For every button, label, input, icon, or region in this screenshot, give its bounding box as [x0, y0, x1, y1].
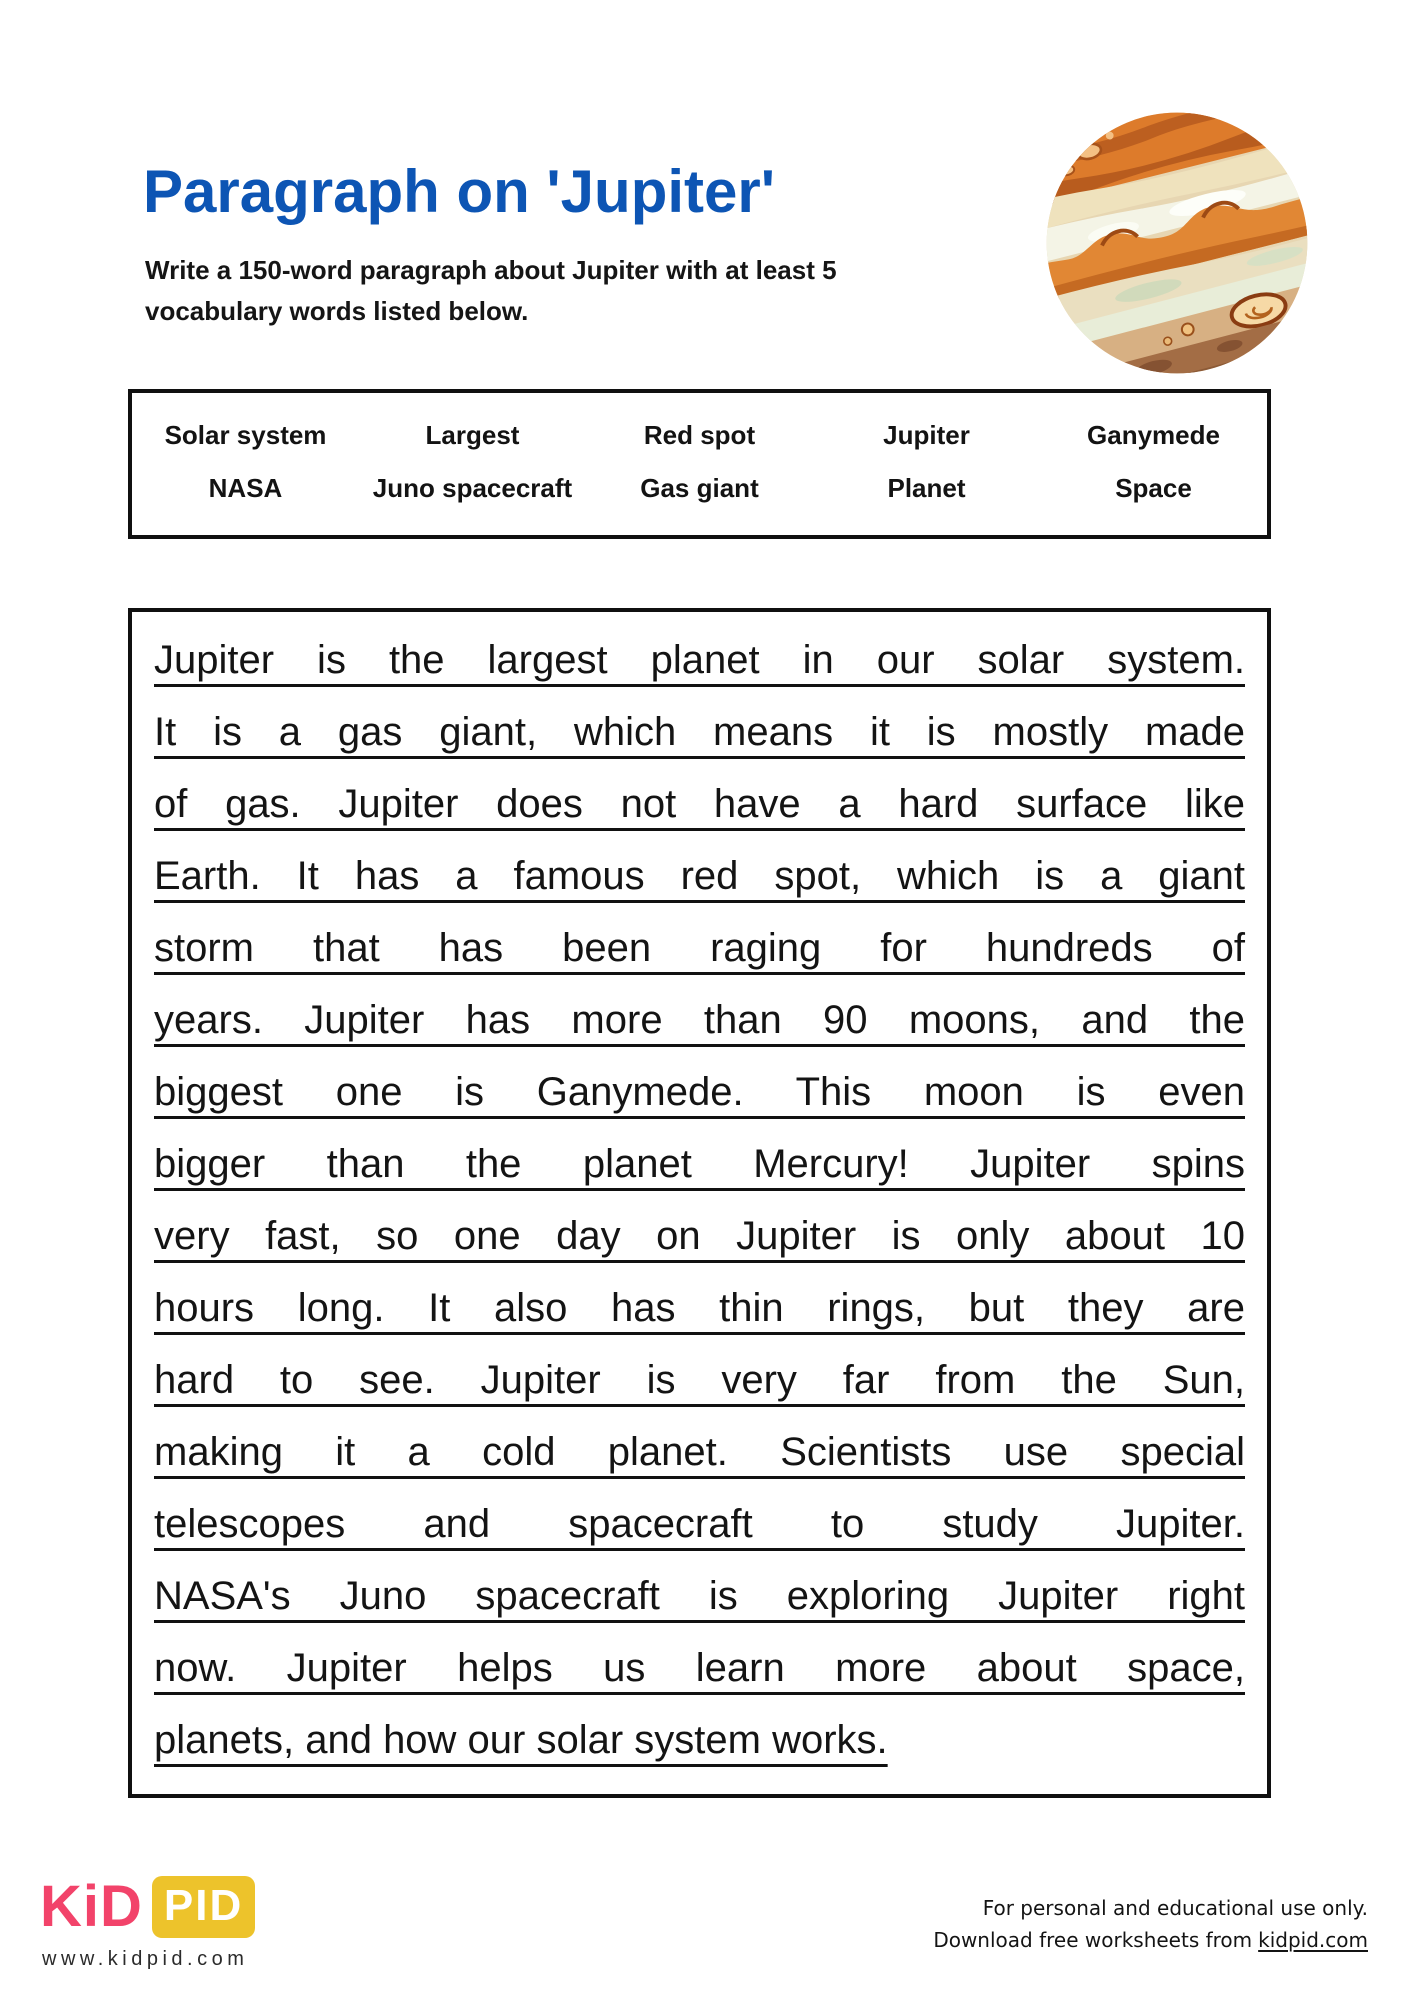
- paragraph-line: [154, 768, 1245, 840]
- vocabulary-box: [128, 389, 1271, 539]
- vocab-word: NASA: [208, 472, 283, 503]
- usage-notice-line: For personal and educational use only.: [982, 1896, 1368, 1920]
- paragraph-line: [154, 1128, 1245, 1200]
- vocab-word: Space: [1115, 472, 1192, 503]
- paragraph-line: [154, 1272, 1245, 1344]
- download-notice-line: [933, 1924, 1368, 1956]
- jupiter-illustration: [1046, 112, 1308, 374]
- logo-pid-badge: PID: [152, 1876, 255, 1938]
- paragraph-line: [154, 1704, 1245, 1776]
- vocab-word: Solar system: [164, 420, 327, 451]
- paragraph-line-text: hard to see. Jupiter is very far from the Sun,: [154, 1358, 1245, 1402]
- paragraph-line: [154, 1488, 1245, 1560]
- vocab-word: Juno spacecraft: [372, 472, 573, 503]
- vocab-word: Ganymede: [1087, 420, 1220, 451]
- kidpid-link[interactable]: kidpid.com: [1258, 1928, 1368, 1952]
- paragraph-line: [154, 1056, 1245, 1128]
- vocab-word: Gas giant: [640, 472, 759, 503]
- paragraph-line-text: Earth. It has a famous red spot, which is a giant: [154, 854, 1245, 898]
- page-title: Paragraph on 'Jupiter': [143, 158, 775, 225]
- kidpid-logo: [40, 1876, 255, 1938]
- paragraph-line: [154, 696, 1245, 768]
- paragraph-line: [154, 624, 1245, 696]
- paragraph-line-text: telescopes and spacecraft to study Jupiter.: [154, 1502, 1245, 1546]
- paragraph-text: [154, 624, 1245, 1776]
- paragraph-line-text: bigger than the planet Mercury! Jupiter spins: [154, 1142, 1245, 1186]
- paragraph-line: [154, 1344, 1245, 1416]
- paragraph-line-text: planets, and how our solar system works.: [154, 1718, 888, 1762]
- paragraph-line-text: It is a gas giant, which means it is mostly made: [154, 710, 1245, 754]
- vocabulary-row-2: [132, 473, 1267, 504]
- paragraph-line: [154, 1416, 1245, 1488]
- logo-kid-text: KiD: [40, 1874, 143, 1939]
- paragraph-line-text: Jupiter is the largest planet in our solar system.: [154, 638, 1245, 682]
- paragraph-line-text: now. Jupiter helps us learn more about space,: [154, 1646, 1245, 1690]
- instructions-line-1: Write a 150-word paragraph about Jupiter with at least 5: [145, 255, 837, 285]
- paragraph-line-text: years. Jupiter has more than 90 moons, and the: [154, 998, 1245, 1042]
- vocabulary-row-1: [132, 420, 1267, 451]
- paragraph-line-text: very fast, so one day on Jupiter is only about 10: [154, 1214, 1245, 1258]
- website-url: www.kidpid.com: [42, 1948, 249, 1970]
- usage-notice: [933, 1892, 1368, 1956]
- vocab-word: Jupiter: [883, 420, 970, 451]
- paragraph-line: [154, 912, 1245, 984]
- paragraph-line: [154, 1632, 1245, 1704]
- paragraph-line: [154, 1200, 1245, 1272]
- paragraph-line-text: of gas. Jupiter does not have a hard surface like: [154, 782, 1245, 826]
- instructions-line-2: vocabulary words listed below.: [145, 296, 529, 326]
- paragraph-box: [128, 608, 1271, 1798]
- paragraph-line-text: biggest one is Ganymede. This moon is even: [154, 1070, 1245, 1114]
- paragraph-line-text: hours long. It also has thin rings, but they are: [154, 1286, 1245, 1330]
- download-note-prefix: Download free worksheets from: [933, 1928, 1253, 1952]
- instructions: [145, 250, 837, 332]
- vocab-word: Planet: [887, 472, 966, 503]
- paragraph-line: [154, 1560, 1245, 1632]
- paragraph-line-text: NASA's Juno spacecraft is exploring Jupiter right: [154, 1574, 1245, 1618]
- paragraph-line: [154, 984, 1245, 1056]
- vocab-word: Red spot: [643, 420, 756, 451]
- paragraph-line-text: making it a cold planet. Scientists use special: [154, 1430, 1245, 1474]
- paragraph-line: [154, 840, 1245, 912]
- paragraph-line-text: storm that has been raging for hundreds of: [154, 926, 1245, 970]
- vocab-word: Largest: [425, 420, 520, 451]
